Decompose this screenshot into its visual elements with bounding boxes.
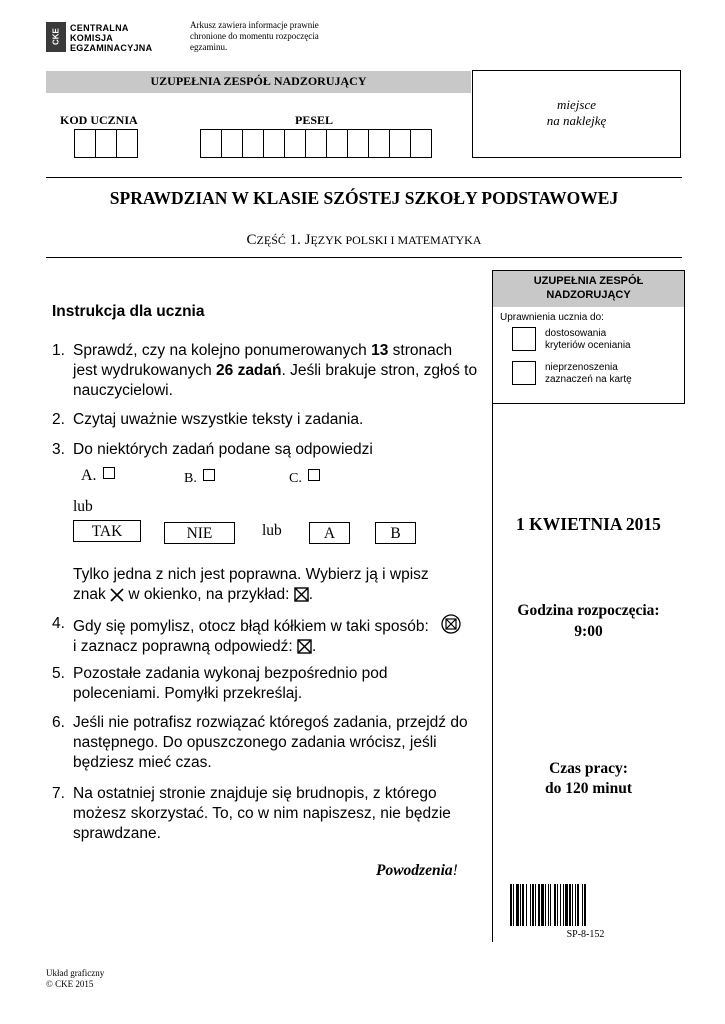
item-line: i zaznacz poprawną odpowiedź: . [73,638,317,655]
or-text: lub [262,522,282,539]
no-transfer-checkbox[interactable] [512,361,536,385]
item-number: 2. [52,411,65,428]
duration-label: Czas pracy: [549,760,628,777]
footer [46,968,104,990]
item-text: stronach jest wydrukowanych [73,342,453,379]
item-number: 1. [52,342,65,359]
pesel-box[interactable] [221,129,243,158]
option-label: C. [289,471,302,486]
cke-logo-icon: CKE [46,22,66,52]
start-time-label: Godzina rozpoczęcia: [517,602,660,619]
adjust-criteria-checkbox[interactable] [512,327,536,351]
logo-text [70,23,152,53]
option-label: A. [81,467,97,484]
item-line [73,614,483,637]
pesel-box[interactable] [263,129,285,158]
item-text: i zaznacz poprawną odpowiedź: [73,638,293,655]
choose-line: Tylko jedna z nich jest poprawna. Wybierz ją i wpisz [73,566,429,583]
instruction-item-1 [73,341,478,401]
crossed-box-icon [294,587,309,602]
instruction-item-2: Czytaj uważnie wszystkie teksty i zadania. [73,411,364,428]
student-code-label: KOD UCZNIA [60,113,138,127]
page-count: 13 [371,342,389,359]
item-number: 6. [52,714,65,731]
subtitle-part: ZĘŚĆ [256,233,286,247]
pesel-box[interactable] [410,129,432,158]
supervisor-band-title: UZUPEŁNIA ZESPÓŁ NADZORUJĄCY [150,74,367,88]
choose-text: w okienko, na przykład: [128,586,290,603]
footer-line: © CKE 2015 [46,979,94,989]
supervisor-right-title: UZUPEŁNIA ZESPÓŁ NADZORUJĄCY [533,275,644,301]
option-label: B. [184,471,197,486]
instruction-item-3: Do niektórych zadań podane są odpowiedzi [73,441,373,458]
choose-line: znak w okienko, na przykład: . [73,586,314,603]
sticker-area [472,70,681,158]
item-number: 7. [52,785,65,802]
pesel-box[interactable] [389,129,411,158]
answer-box-a: A [309,522,350,544]
duration-value: do 120 minut [545,780,632,797]
crossed-box-icon [297,639,312,654]
exam-title: SPRAWDZIAN W KLASIE SZÓSTEJ SZKOŁY PODSTAWOWEJ [109,188,619,208]
answer-box-tak: TAK [73,520,141,542]
pesel-box[interactable] [284,129,306,158]
item-text: Gdy się pomylisz, otocz błąd kółkiem w taki sposób: [73,618,429,635]
item-text: . Jeśli brakuje stron, zgłoś to nauczycielowi. [73,362,478,399]
sticker-line: na naklejkę [546,113,607,128]
answer-box-nie: NIE [164,522,235,544]
instruction-item-7: Na ostatniej stronie znajduje się brudnopis, z którego możesz skorzystać. To, co w nim napiszesz, nie będzie sprawdzane. [73,785,451,842]
code-box[interactable] [116,129,138,158]
choose-text: znak [73,586,106,603]
pesel-box[interactable] [200,129,222,158]
subtitle-part: ĘZYK POLSKI I MATEMATYKA [310,233,482,247]
checkbox-square-icon [103,467,115,479]
exam-date: 1 KWIETNIA 2015 [516,514,661,534]
example-option-c [289,469,320,487]
no-transfer-label: nieprzenoszenia zaznaczeń na kartę [545,362,632,385]
code-box[interactable] [95,129,117,158]
checkbox-square-icon [203,469,215,481]
example-option-a [81,467,115,485]
code-box[interactable] [74,129,96,158]
pesel-box[interactable] [242,129,264,158]
instruction-item-6: Jeśli nie potrafisz rozwiązać któregoś zadania, przejdź do następnego. Do opuszczonego zadania wrócisz, jeśli będziesz mieć czas. [73,714,468,771]
logo-line: KOMISJA [70,33,114,43]
good-luck-word: Powodzenia [376,862,453,879]
divider [46,177,682,178]
barcode-code: SP-8-152 [566,929,605,940]
choose-instruction [73,565,478,605]
item-number: 3. [52,441,65,458]
or-text: lub [73,498,93,515]
adjust-criteria-label: dostosowania kryteriów oceniania [545,328,631,351]
answer-box-b: B [375,522,416,544]
checkbox-square-icon [308,469,320,481]
pesel-box[interactable] [368,129,390,158]
item-number: 5. [52,665,65,682]
instruction-item-5: Pozostałe zadania wykonaj bezpośrednio pod poleceniami. Pomyłki przekreślaj. [73,665,388,702]
pesel-box[interactable] [305,129,327,158]
item-number: 4. [52,615,65,632]
pesel-box[interactable] [347,129,369,158]
pesel-boxes[interactable] [201,129,432,158]
instructions-heading: Instrukcja dla ucznia [52,303,205,320]
pesel-box[interactable] [326,129,348,158]
student-code-boxes[interactable] [75,129,138,158]
item-text: Sprawdź, czy na kolejno ponumerowanych [73,342,372,359]
logo-line: EGZAMINACYJNA [70,43,153,53]
good-luck-text: Powodzenia! [376,862,458,879]
subtitle-part: C [246,232,257,248]
circled-crossed-box-icon [441,614,461,634]
pesel-label: PESEL [295,113,334,127]
example-option-b [184,469,215,487]
task-count: 26 zadań [216,362,282,379]
barcode-icon [510,884,661,926]
exam-subtitle [46,232,682,249]
instruction-item-4 [73,614,483,657]
divider [46,257,682,258]
logo-line: CENTRALNA [70,23,129,33]
subtitle-part: 1. J [285,232,311,248]
start-time-value: 9:00 [574,623,603,640]
x-mark-icon [110,588,124,602]
sticker-line: miejsce [557,97,596,112]
footer-line: Układ graficzny [46,968,105,978]
entitlements-label: Uprawnienia ucznia do: [500,312,604,323]
confidentiality-notice: Arkusz zawiera informacje prawnie chronione do momentu rozpoczęcia egzaminu. [190,20,319,52]
